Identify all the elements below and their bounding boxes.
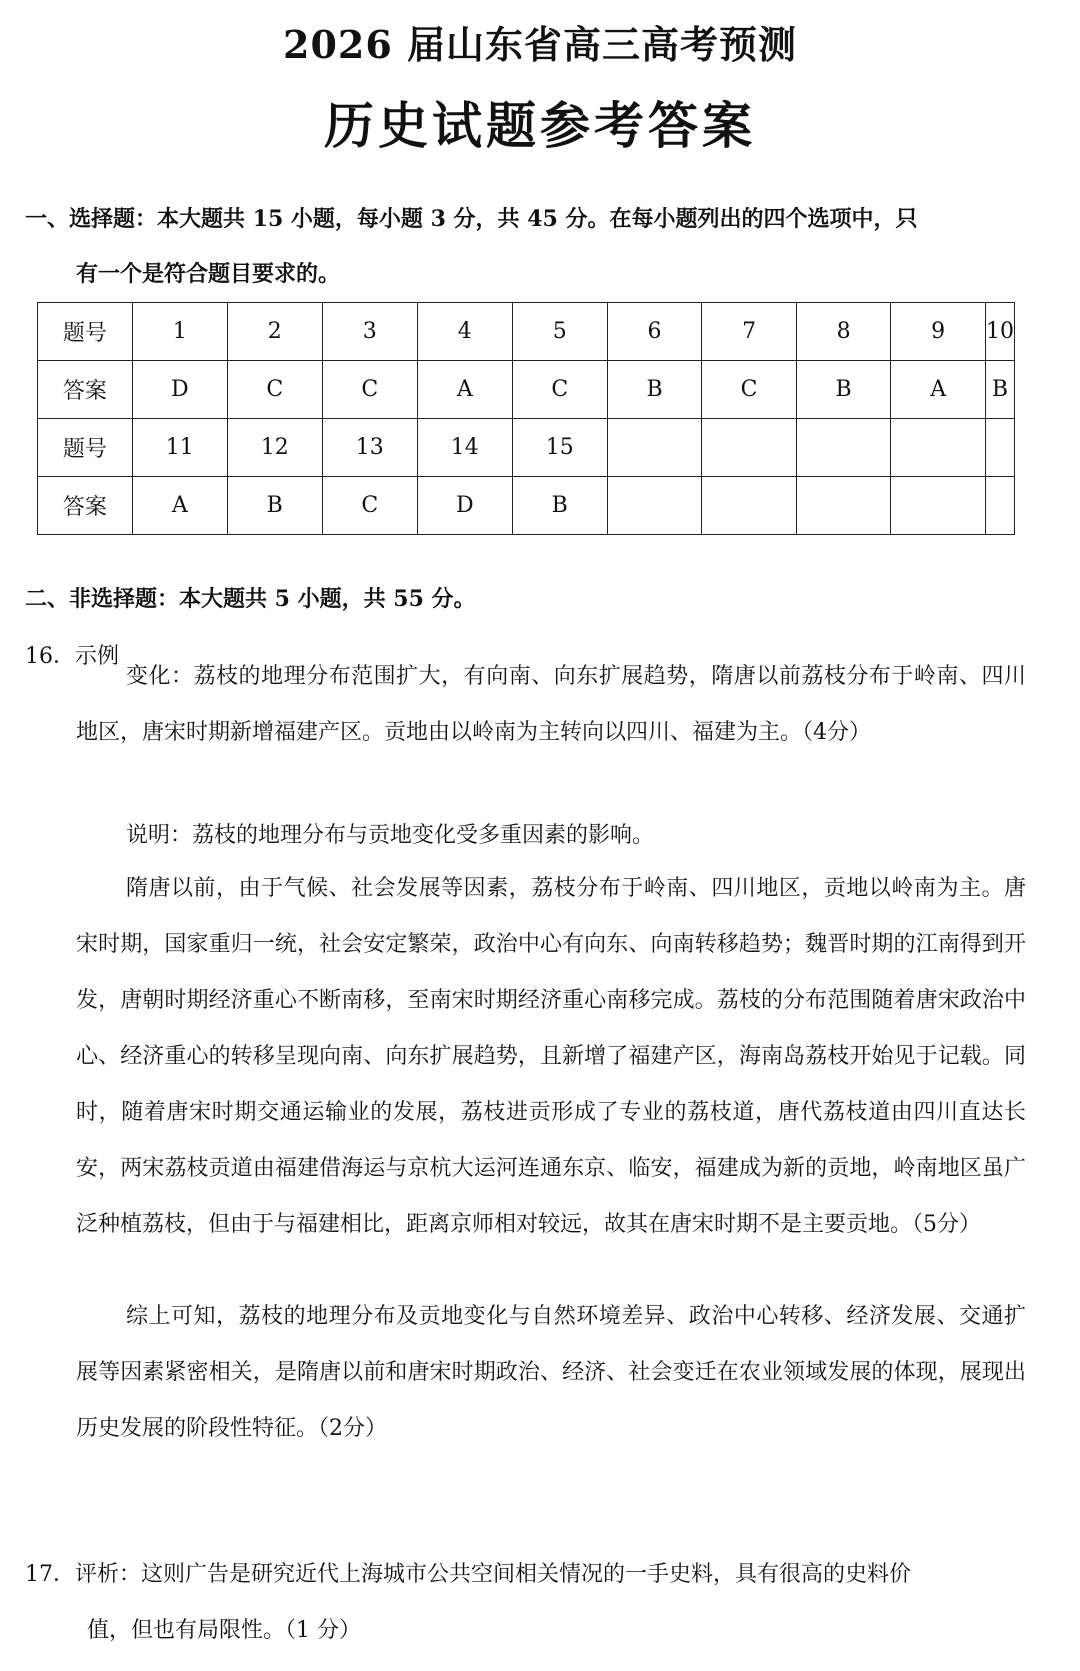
answer-table-cell [702,419,797,477]
answer-table-cell: C [702,361,797,419]
section1-heading [25,192,1035,302]
answer-table [37,302,1015,535]
answer-table-cell: B [985,361,1014,419]
answer-table-cell: 7 [702,303,797,361]
answer-table-cell: 4 [417,303,512,361]
answer-table-cell: B [607,361,702,419]
answer-table-cell: 8 [796,303,891,361]
answer-table-cell [702,477,797,535]
answer-table-cell: 5 [512,303,607,361]
answer-table-cell: C [322,361,417,419]
answer-table-cell [607,419,702,477]
q16-explanation-intro: 说明：荔枝的地理分布与贡地变化受多重因素的影响。 [126,823,655,848]
q16-summary-paragraph: 综上可知，荔枝的地理分布及贡地变化与自然环境差异、政治中心转移、经济发展、交通扩展等因素紧密相关，是隋唐以前和唐宋时期政治、经济、社会变迁在农业领域发展的体现，展现出历史发展的阶段性特征。（2分） [76,1304,1026,1441]
answer-table-cell: D [417,477,512,535]
answer-table-cell: 3 [322,303,417,361]
answer-table-cell: B [796,361,891,419]
answer-table-cell: A [417,361,512,419]
answer-table-cell: 13 [322,419,417,477]
answer-table-cell: 11 [132,419,227,477]
answer-table-cell [607,477,702,535]
answer-table-row-header: 题号 [38,419,133,477]
q16-label: 16．示例 [25,644,119,669]
answer-table-cell: 1 [132,303,227,361]
answer-table-cell: C [227,361,322,419]
q17-line2: 值，但也有局限性。（1 分） [87,1618,361,1643]
answer-table-cell [891,477,986,535]
answer-table-cell: 9 [891,303,986,361]
section2-heading: 二、非选择题：本大题共 5 小题，共 55 分。 [25,586,476,612]
answer-table-cell [985,477,1014,535]
answer-table-cell: C [322,477,417,535]
answer-table-row-header: 答案 [38,361,133,419]
answer-table-cell: 6 [607,303,702,361]
answer-table-row [38,303,1015,361]
answer-table-cell [985,419,1014,477]
q16-explanation-paragraph: 隋唐以前，由于气候、社会发展等因素，荔枝分布于岭南、四川地区，贡地以岭南为主。唐宋时期，国家重归一统，社会安定繁荣，政治中心有向东、向南转移趋势；魏晋时期的江南得到开发，唐朝时期经济重心不断南移，至南宋时期经济重心南移完成。荔枝的分布范围随着唐宋政治中心、经济重心的转移呈现向南、向东扩展趋势，且新增了福建产区，海南岛荔枝开始见于记载。同时，随着唐宋时期交通运输业的发展，荔枝进贡形成了专业的荔枝道，唐代荔枝道由四川直达长安，两宋荔枝贡道由福建借海运与京杭大运河连通东京、临安，福建成为新的贡地，岭南地区虽广泛种植荔枝，但由于与福建相比，距离京师相对较远，故其在唐宋时期不是主要贡地。（5分） [76,876,1026,1237]
answer-key-title: 历史试题参考答案 [324,96,756,155]
q17-line1: 17．评析：这则广告是研究近代上海城市公共空间相关情况的一手史料，具有很高的史料价 [25,1562,911,1587]
answer-table-cell: B [512,477,607,535]
q16-change-paragraph: 变化：荔枝的地理分布范围扩大，有向南、向东扩展趋势，隋唐以前荔枝分布于岭南、四川地区，唐宋时期新增福建产区。贡地由以岭南为主转向以四川、福建为主。（4分） [76,664,1026,745]
answer-table-row [38,477,1015,535]
answer-table-cell: 2 [227,303,322,361]
answer-table-row [38,419,1015,477]
answer-table-cell: 10 [985,303,1014,361]
answer-table-cell: 12 [227,419,322,477]
answer-table-cell: D [132,361,227,419]
answer-table-cell [796,477,891,535]
answer-table-row [38,361,1015,419]
section1-heading-line1: 一、选择题：本大题共 15 小题，每小题 3 分，共 45 分。在每小题列出的四个选项中，只 [25,206,918,232]
answer-table-cell: 14 [417,419,512,477]
answer-table-cell: B [227,477,322,535]
exam-title: 2026 届山东省高三高考预测 [283,22,797,67]
answer-table-cell: A [132,477,227,535]
answer-table-cell: C [512,361,607,419]
answer-table-cell: A [891,361,986,419]
answer-table-cell [796,419,891,477]
q17-answer [25,1547,1025,1659]
answer-table-row-header: 题号 [38,303,133,361]
answer-table-cell: 15 [512,419,607,477]
answer-table-cell [891,419,986,477]
section1-heading-line2: 有一个是符合题目要求的。 [76,261,341,287]
answer-table-row-header: 答案 [38,477,133,535]
